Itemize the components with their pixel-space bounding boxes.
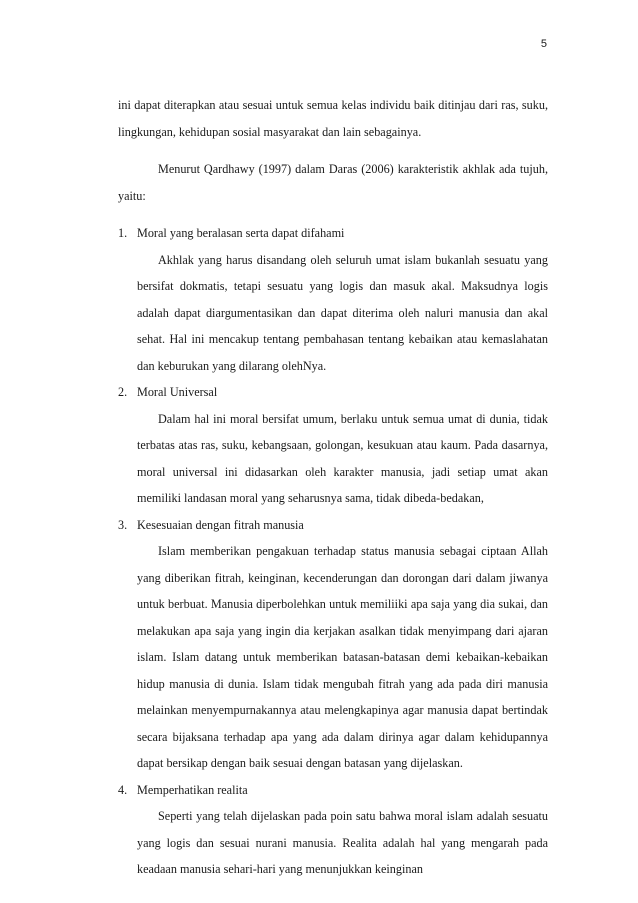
item-number: 2. — [118, 385, 128, 399]
list-item — [118, 512, 548, 777]
intro-paragraph: ini dapat diterapkan atau sesuai untuk semua kelas individu baik ditinjau dari ras, suku, lingkungan, kehidupan sosial masyarakat dan lain sebagainya. — [118, 98, 548, 139]
item-heading: Moral Universal — [137, 385, 218, 399]
item-heading: Kesesuaian dengan fitrah manusia — [137, 517, 304, 532]
item-number: 1. — [118, 226, 128, 240]
item-text: Akhlak yang harus disandang oleh seluruh umat islam bukanlah sesuatu yang bersifat dokmatis, tetapi sesuatu yang logis dan masuk akal. Maksudnya logis adalah dapat diargumentasikan dan dapat diterima oleh naluri manusia dan akal sehat. Hal ini mencakup tentang pembahasan tentang kebaikan atau kemaslahatan dan keburukan yang dilarang olehNya. — [137, 252, 548, 373]
lead-paragraph: Menurut Qardhawy (1997) dalam Daras (2006) karakteristik akhlak ada tujuh, yaitu: — [118, 162, 548, 203]
item-text: Islam memberikan pengakuan terhadap status manusia sebagai ciptaan Allah yang diberikan fitrah, keinginan, kecenderungan dan dorongan dari dalam jiwanya untuk berbuat. Manusia diperbolehkan untuk memiliiki apa saja yang dia sukai, dan melakukan apa saja yang ingin dia kerjakan asalkan tidak menyimpang dari ajaran islam. Islam datang untuk memberikan batasan-batasan demi kebaikan-kebaikan hidup manusia di dunia. Islam tidak mengubah fitrah yang ada pada diri manusia melainkan menyempurnakannya atau melengkapinya agar manusia dapat bertindak secara bijaksana terhadap apa yang ada dalam dirinya agar dalam kehidupannya dapat bersikap dengan baik sesuai dengan batasan yang dijelaskan. — [137, 544, 548, 770]
item-text: Dalam hal ini moral bersifat umum, berlaku untuk semua umat di dunia, tidak terbatas atas ras, suku, kebangsaan, golongan, kesukuan atau kaum. Pada dasarnya, moral universal ini didasarkan oleh karakter manusia, jadi setiap umat akan memiliki landasan moral yang seharusnya sama, tidak dibeda-bedakan, — [137, 411, 548, 505]
item-number: 3. — [118, 517, 128, 532]
paragraph-gap — [118, 145, 548, 156]
list-item — [118, 379, 548, 512]
list-item — [118, 220, 548, 379]
item-heading: Memperhatikan realita — [137, 782, 248, 797]
paragraph-gap — [118, 209, 548, 220]
page-number: 5 — [540, 38, 547, 50]
item-text: Seperti yang telah dijelaskan pada poin satu bahwa moral islam adalah sesuatu yang logis dan sesuai nurani manusia. Realita adalah hal yang mengarah pada keadaan manusia sehari-hari yang menunjukkan keinginan — [137, 809, 548, 876]
item-number: 4. — [118, 782, 128, 797]
characteristics-list — [118, 220, 548, 883]
list-item — [118, 777, 548, 883]
document-body — [118, 92, 548, 883]
item-heading: Moral yang beralasan serta dapat difahami — [137, 226, 345, 240]
